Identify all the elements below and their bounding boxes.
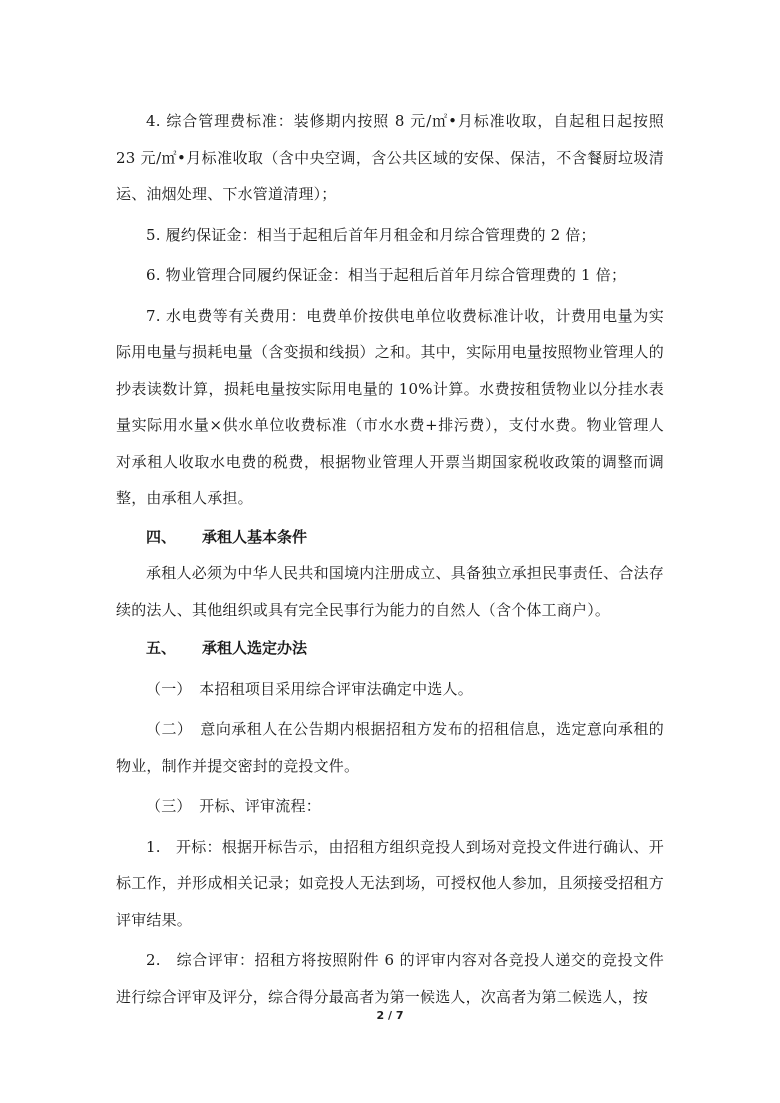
list-item-submit-bid: （二） 意向承租人在公告期内根据招租方发布的招租信息，选定意向承租的物业，制作并提交密封的竞投文件。 (116, 720, 664, 775)
paragraph-utility-fees: 7. 水电费等有关费用：电费单价按供电单位收费标准计收，计费用电量为实际用电量与损耗电量（含变损和线损）之和。其中，实际用电量按照物业管理人的抄表读数计算，损耗电量按实际用电量的 10%计算。水费按租赁物业以分挂水表量实际用水量×供水单位收费标准（市水水费+排污费），支付水费。物业管理人对承租人收取水电费的税费，根据物业管理人开票当期国家税收政策的调整而调整，由承租人承担。 (116, 306, 664, 507)
paragraph-performance-deposit: 5. 履约保证金：相当于起租后首年月租金和月综合管理费的 2 倍； (146, 225, 596, 244)
page-number: 2 / 7 (376, 1009, 404, 1022)
list-item-bid-opening: 1. 开标：根据开标告示，由招租方组织竞投人到场对竞投文件进行确认、开标工作，并形成相关记录；如竞投人无法到场，可授权他人参加，且须接受招租方评审结果。 (116, 837, 664, 929)
paragraph-property-contract-deposit: 6. 物业管理合同履约保证金：相当于起租后首年月综合管理费的 1 倍； (146, 266, 627, 284)
page-content (116, 103, 664, 1015)
paragraph-tenant-conditions: 承租人必须为中华人民共和国境内注册成立、具备独立承担民事责任、合法存续的法人、其他组织或具有完全民事行为能力的自然人（含个体工商户）。 (116, 564, 664, 619)
section-heading-selection-method (116, 630, 664, 667)
section-title: 承租人基本条件 (202, 527, 308, 546)
paragraph-management-fee: 4. 综合管理费标准：装修期内按照 8 元/㎡•月标准收取，自起租日起按照 23 元/㎡•月标准收取（含中央空调，含公共区域的安保、保洁，不含餐厨垃圾清运、油烟处理、下水管道清理）； (116, 112, 664, 203)
section-title: 承租人选定办法 (202, 639, 308, 657)
section-number: 四、 (146, 527, 177, 546)
list-item-evaluation-method: （一） 本招租项目采用综合评审法确定中选人。 (146, 679, 473, 698)
section-heading-tenant-conditions (116, 519, 664, 556)
list-item-process: （三） 开标、评审流程： (146, 797, 321, 815)
list-item-comprehensive-review: 2. 综合评审：招租方将按照附件 6 的评审内容对各竞投人递交的竞投文件进行综合评审及评分，综合得分最高者为第一候选人，次高者为第二候选人，按 (116, 951, 664, 1006)
section-number: 五、 (146, 639, 177, 657)
